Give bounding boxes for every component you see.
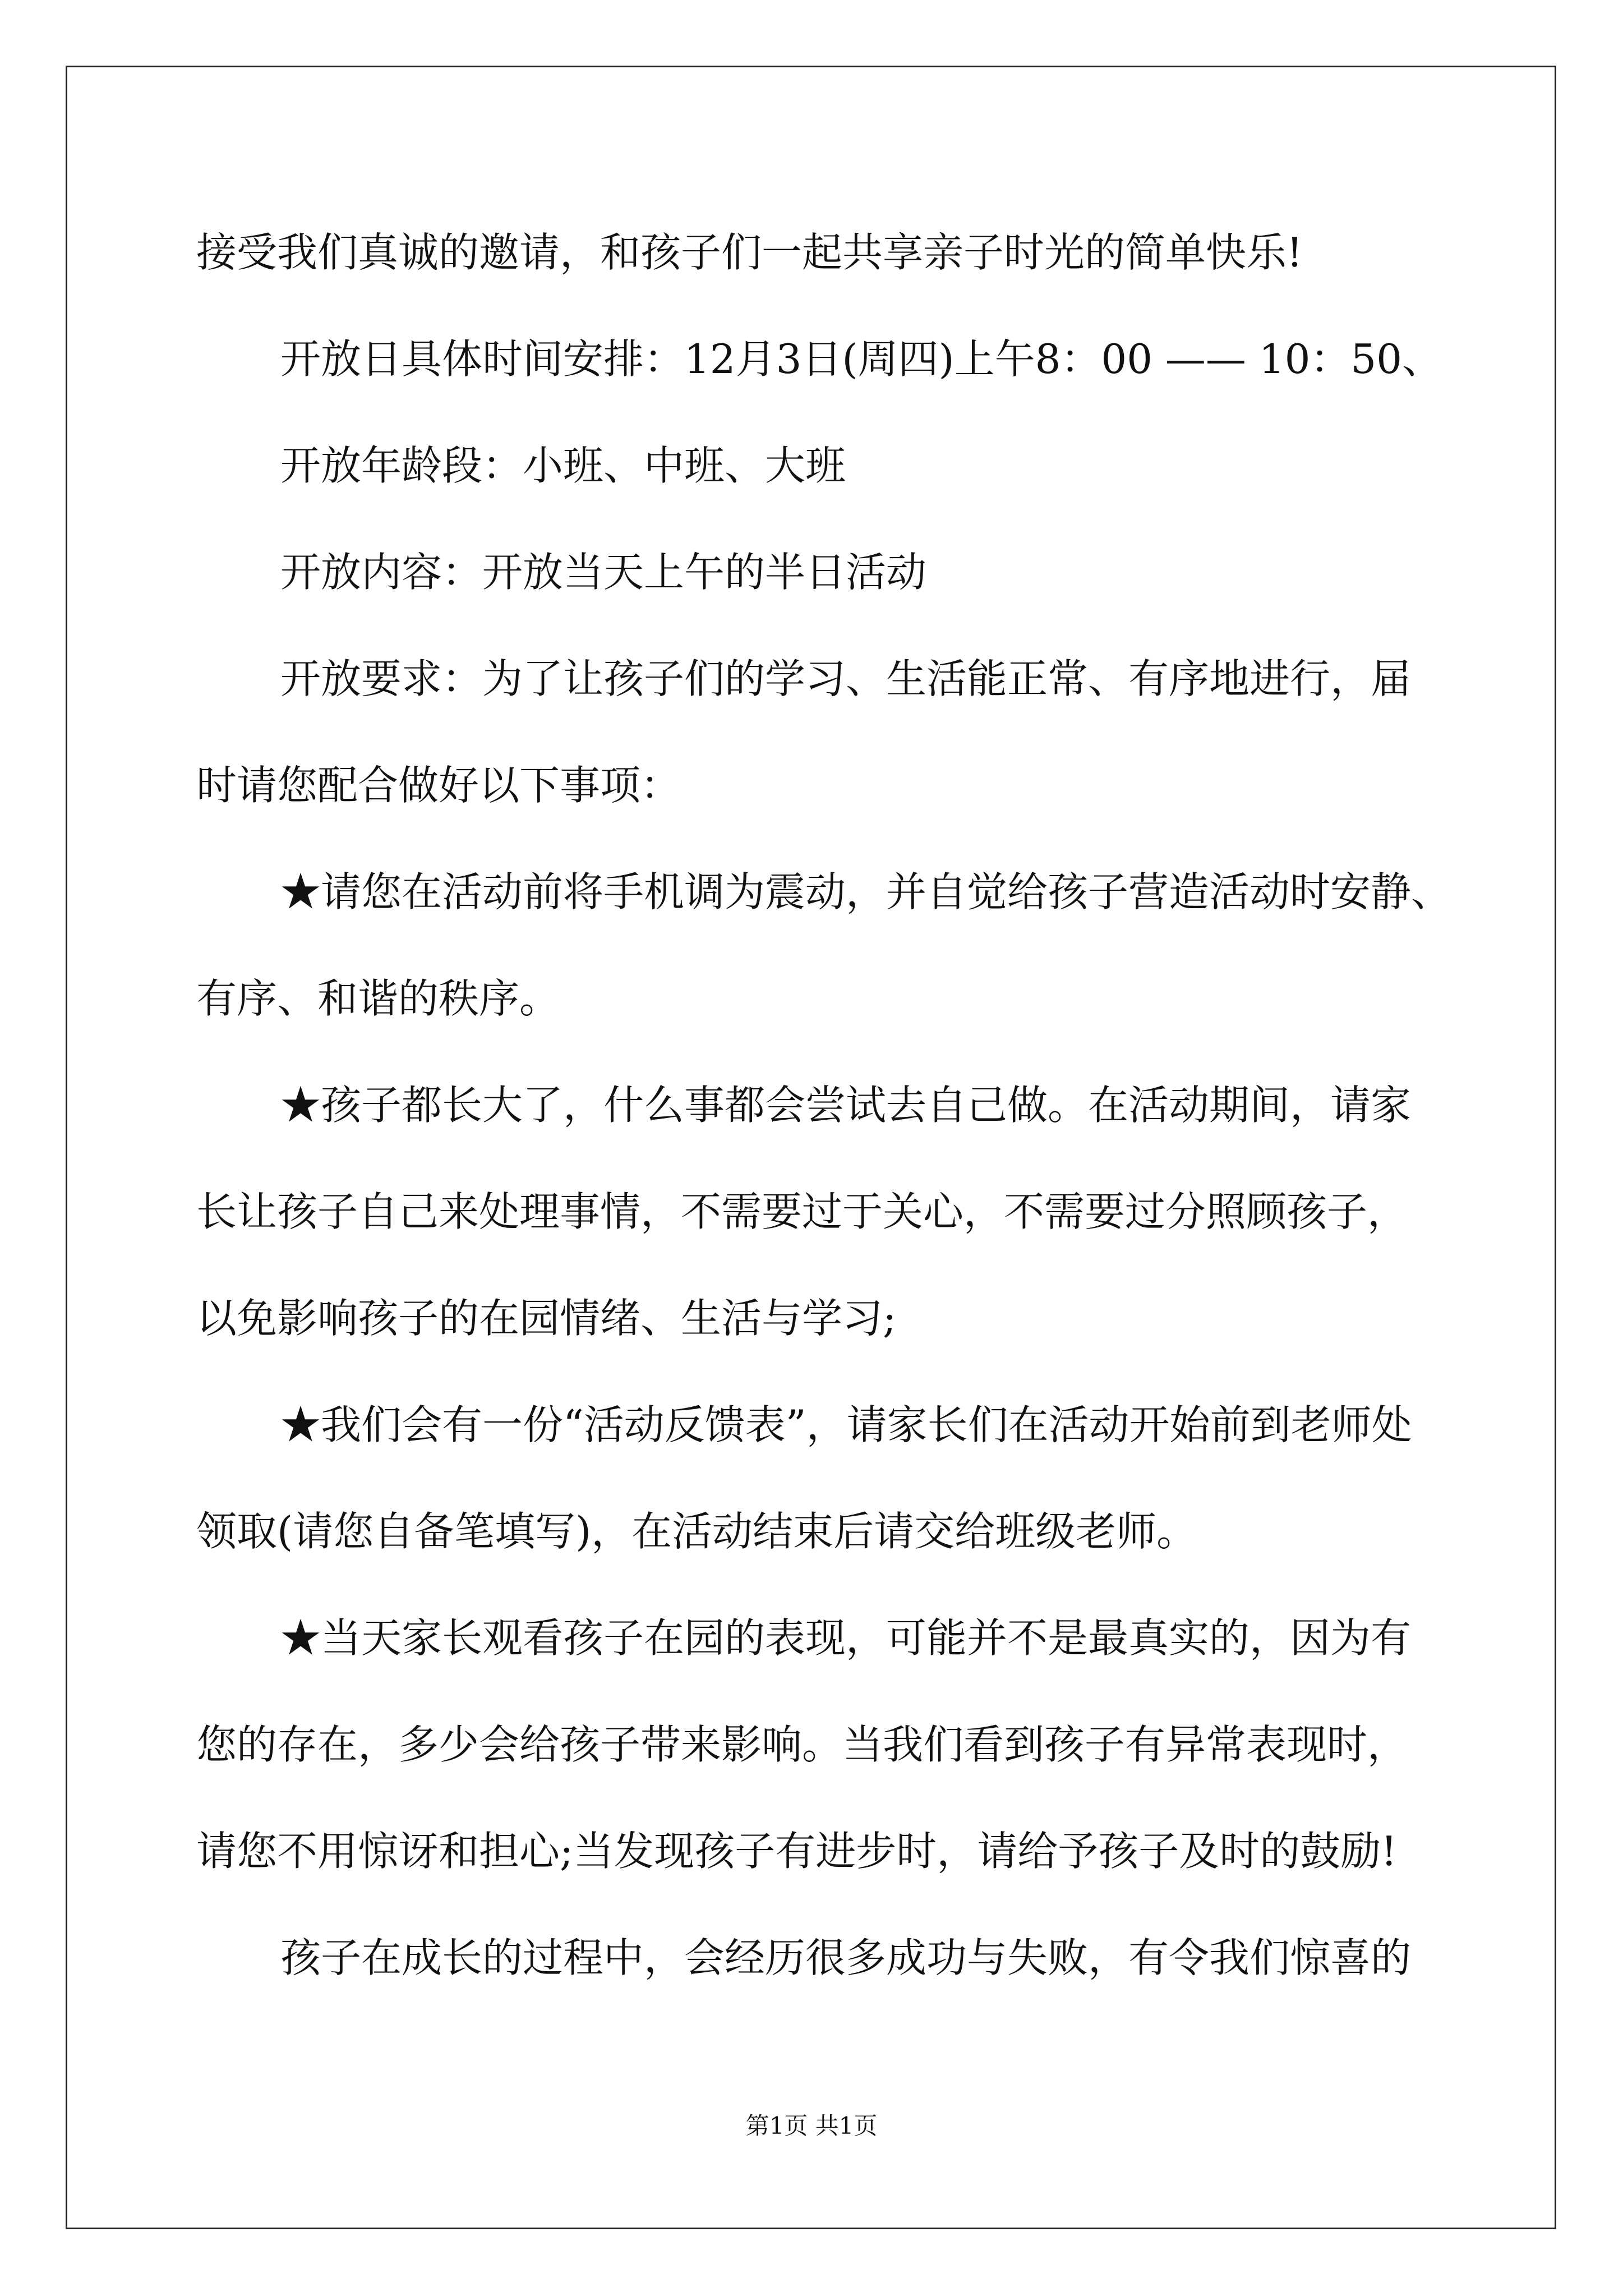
text-line: ★当天家长观看孩子在园的表现，可能并不是最真实的，因为有 — [280, 1614, 1412, 1662]
page-footer: 第1页 共1页 — [745, 2112, 878, 2139]
text-line: 开放内容：开放当天上午的半日活动 — [280, 549, 927, 596]
text-line: 有序、和谐的秩序。 — [196, 975, 560, 1022]
text-line: 请您不用惊讶和担心;当发现孩子有进步时，请给予孩子及时的鼓励! — [196, 1828, 1398, 1875]
text-line: ★请您在活动前将手机调为震动，并自觉给孩子营造活动时安静、 — [280, 868, 1452, 915]
text-line: ★孩子都长大了，什么事都会尝试去自己做。在活动期间，请家 — [280, 1082, 1412, 1129]
text-line: 接受我们真诚的邀请，和孩子们一起共享亲子时光的简单快乐! — [196, 229, 1303, 276]
text-line: 长让孩子自己来处理事情，不需要过于关心，不需要过分照顾孩子， — [196, 1188, 1408, 1235]
text-line: 孩子在成长的过程中，会经历很多成功与失败，有令我们惊喜的 — [280, 1934, 1412, 1981]
text-line: 开放年龄段：小班、中班、大班 — [280, 442, 846, 489]
text-line: 您的存在，多少会给孩子带来影响。当我们看到孩子有异常表现时， — [196, 1721, 1408, 1768]
text-line: 以免影响孩子的在园情绪、生活与学习; — [196, 1295, 897, 1342]
text-line: 开放要求：为了让孩子们的学习、生活能正常、有序地进行，届 — [280, 655, 1412, 702]
text-line: ★我们会有一份“活动反馈表”，请家长们在活动开始前到老师处 — [280, 1401, 1412, 1448]
document-body — [196, 210, 1452, 2022]
text-line: 时请您配合做好以下事项： — [196, 762, 681, 809]
text-line: 开放日具体时间安排：12月3日(周四)上午8：00 —— 10：50、 — [280, 335, 1443, 383]
text-line: 领取(请您自备笔填写)，在活动结束后请交给班级老师。 — [196, 1508, 1197, 1555]
